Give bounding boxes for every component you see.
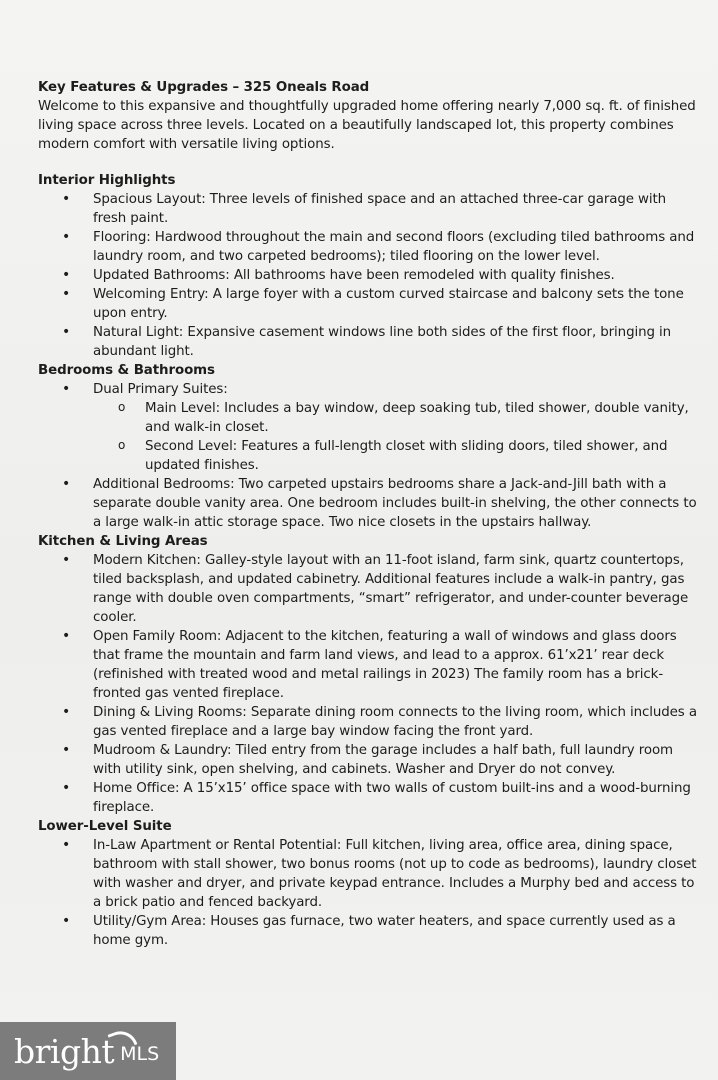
list-item: • Dining & Living Rooms: Separate dining room connects to the living room, which includes a gas vented fireplace and a large bay window facing the front yard. xyxy=(38,703,702,741)
document-content xyxy=(38,78,702,950)
document-title: Key Features & Upgrades – 325 Oneals Road xyxy=(38,80,370,95)
list-item: • Additional Bedrooms: Two carpeted upstairs bedrooms share a Jack-and-Jill bath with a separate double vanity area. One bedroom includes built-in shelving, the other connects to a large walk-in attic storage space. Two nice closets in the upstairs hallway. xyxy=(38,475,702,532)
list-item: • In-Law Apartment or Rental Potential: Full kitchen, living area, office area, dining space, bathroom with stall shower, two bonus rooms (not up to code as bedrooms), laundry closet with washer and dryer, and private keypad entrance. Includes a Murphy bed and access to a brick patio and fenced backyard. xyxy=(38,836,702,912)
list-item: • Utility/Gym Area: Houses gas furnace, two water heaters, and space currently used as a home gym. xyxy=(38,912,702,950)
list-item: • Welcoming Entry: A large foyer with a custom curved staircase and balcony sets the tone upon entry. xyxy=(38,285,702,323)
list-item: • Dual Primary Suites: xyxy=(38,380,702,399)
list-item: • Natural Light: Expansive casement windows line both sides of the first floor, bringing in abundant light. xyxy=(38,323,702,361)
intro-paragraph: Welcome to this expansive and thoughtfully upgraded home offering nearly 7,000 sq. ft. of finished living space across three levels. Located on a beautifully landscaped lot, this property combines modern comfort with versatile living options. xyxy=(38,99,696,152)
bedrooms-list xyxy=(38,380,702,399)
lower-list xyxy=(38,836,702,950)
list-item: • Home Office: A 15’x15’ office space with two walls of custom built-ins and a wood-burning fireplace. xyxy=(38,779,702,817)
list-item: • Updated Bathrooms: All bathrooms have been remodeled with quality finishes. xyxy=(38,266,702,285)
dual-suites-sublist xyxy=(38,399,702,475)
list-item: • Modern Kitchen: Galley-style layout with an 11-foot island, farm sink, quartz countertops, tiled backsplash, and updated cabinetry. Additional features include a walk-in pantry, gas range with double oven compartments, “smart” refrigerator, and under-counter beverage cooler. xyxy=(38,551,702,627)
kitchen-list xyxy=(38,551,702,817)
sub-list-item: o Main Level: Includes a bay window, deep soaking tub, tiled shower, double vanity, and walk-in closet. xyxy=(38,399,702,437)
interior-list xyxy=(38,190,702,361)
list-item: • Open Family Room: Adjacent to the kitchen, featuring a wall of windows and glass doors that frame the mountain and farm land views, and lead to a approx. 61’x21’ rear deck (refinished with treated wood and metal railings in 2023) The family room has a brick-fronted gas vented fireplace. xyxy=(38,627,702,703)
list-item: • Mudroom & Laundry: Tiled entry from the garage includes a half bath, full laundry room with utility sink, open shelving, and cabinets. Washer and Dryer do not convey. xyxy=(38,741,702,779)
section-heading-kitchen: Kitchen & Living Areas xyxy=(38,534,208,549)
watermark-brand: bright xyxy=(14,1031,115,1071)
sub-list-item: o Second Level: Features a full-length closet with sliding doors, tiled shower, and updated finishes. xyxy=(38,437,702,475)
section-heading-lower: Lower-Level Suite xyxy=(38,819,172,834)
watermark-suffix: MLS xyxy=(120,1043,160,1065)
bright-mls-watermark xyxy=(0,1022,176,1080)
section-heading-bedrooms: Bedrooms & Bathrooms xyxy=(38,363,215,378)
section-heading-interior: Interior Highlights xyxy=(38,173,176,188)
list-item: • Flooring: Hardwood throughout the main and second floors (excluding tiled bathrooms and laundry room, and two carpeted bedrooms); tiled flooring on the lower level. xyxy=(38,228,702,266)
bedrooms-list-additional xyxy=(38,475,702,532)
list-item: • Spacious Layout: Three levels of finished space and an attached three-car garage with fresh paint. xyxy=(38,190,702,228)
